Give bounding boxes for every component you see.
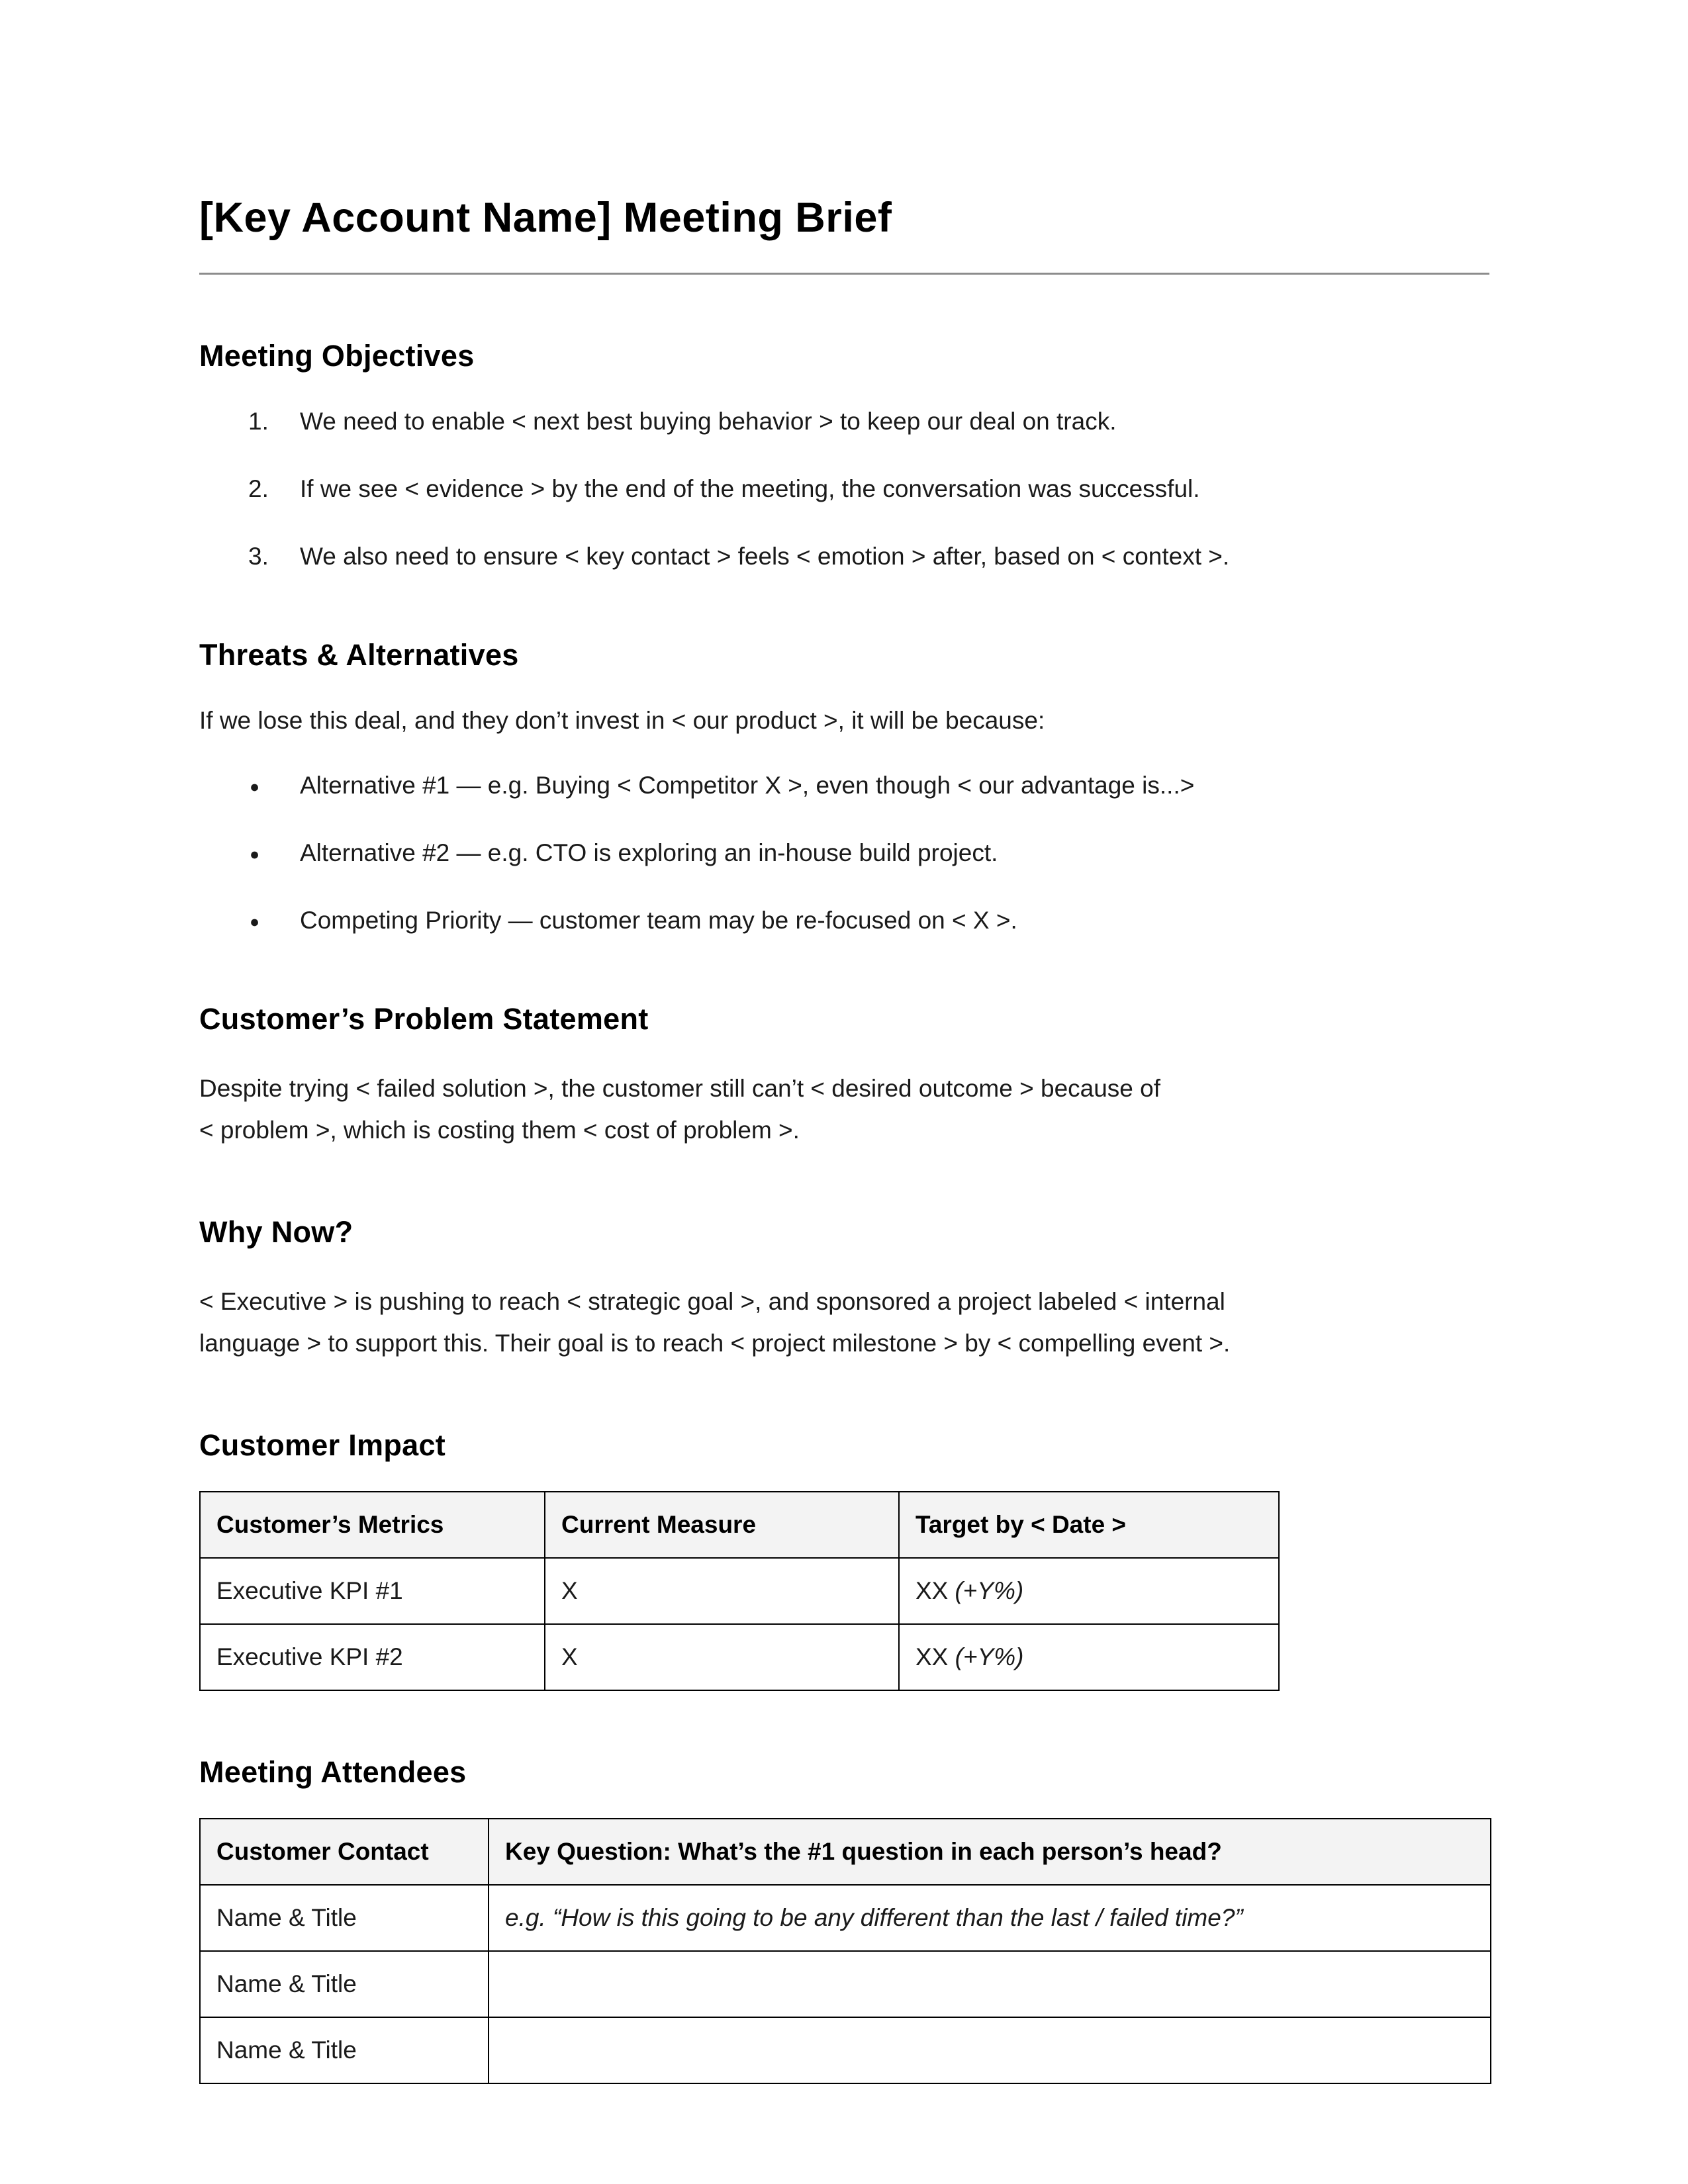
target-cell [899,1558,1279,1624]
column-header-customer-contact: Customer Contact [200,1819,489,1885]
column-header-key-question: Key Question: What’s the #1 question in each person’s head? [489,1819,1491,1885]
contact-cell: Name & Title [200,1885,489,1951]
why-now-text-line: language > to support this. Their goal is to reach < project milestone > by < compelling event >. [199,1329,1231,1357]
objectives-list [199,404,1489,574]
target-cell [899,1624,1279,1690]
objective-item: If we see < evidence > by the end of the meeting, the conversation was successful. [300,475,1200,502]
objective-item: We also need to ensure < key contact > feels < emotion > after, based on < context >. [300,542,1230,570]
current-measure-cell: X [545,1558,899,1624]
threats-intro: If we lose this deal, and they don’t invest in < our product >, it will be because: [199,706,1045,734]
target-value: XX [915,1576,949,1604]
section-meeting-objectives [199,338,1489,574]
table-row [200,1624,1279,1690]
metric-cell: Executive KPI #2 [200,1624,545,1690]
column-header-target-by-date: Target by < Date > [899,1492,1279,1558]
customer-impact-table [199,1491,1280,1691]
section-why-now [199,1214,1489,1364]
target-value: XX [915,1643,949,1670]
customer-impact-heading: Customer Impact [199,1428,446,1462]
question-cell: e.g. “How is this going to be any different than the last / failed time?” [489,1885,1491,1951]
meeting-objectives-heading: Meeting Objectives [199,338,475,373]
contact-cell: Name & Title [200,1951,489,2017]
question-cell [489,1951,1491,2017]
threat-item: ● Alternative #1 — e.g. Buying < Competitor X >, even though < our advantage is...> [199,768,1489,803]
column-header-current-measure: Current Measure [545,1492,899,1558]
table-row [200,1885,1491,1951]
problem-heading: Customer’s Problem Statement [199,1001,649,1036]
contact-cell: Name & Title [200,2017,489,2083]
section-problem-statement [199,1001,1489,1151]
target-note: (+Y%) [955,1643,1024,1670]
threats-heading: Threats & Alternatives [199,637,519,672]
why-now-heading: Why Now? [199,1214,353,1249]
target-note: (+Y%) [955,1576,1024,1604]
section-threats-alternatives [199,637,1489,938]
table-header-row [200,1819,1491,1885]
threat-item: ● Competing Priority — customer team may be re-focused on < X >. [199,903,1489,938]
table-row [200,1951,1491,2017]
title-divider [199,273,1489,275]
why-now-text-line: < Executive > is pushing to reach < strategic goal >, and sponsored a project labeled < internal [199,1287,1225,1315]
section-meeting-attendees [199,1754,1489,2084]
threat-item: ● Alternative #2 — e.g. CTO is exploring an in-house build project. [199,836,1489,870]
problem-text-line: < problem >, which is costing them < cost of problem >. [199,1116,800,1144]
table-row [200,2017,1491,2083]
current-measure-cell: X [545,1624,899,1690]
threats-list [199,768,1489,938]
meeting-attendees-heading: Meeting Attendees [199,1754,467,1789]
question-cell [489,2017,1491,2083]
section-customer-impact [199,1428,1489,1691]
objective-item: We need to enable < next best buying behavior > to keep our deal on track. [300,407,1117,435]
column-header-customers-metrics: Customer’s Metrics [200,1492,545,1558]
problem-text-line: Despite trying < failed solution >, the customer still can’t < desired outcome > because of [199,1074,1161,1102]
metric-cell: Executive KPI #1 [200,1558,545,1624]
table-row [200,1558,1279,1624]
table-header-row [200,1492,1279,1558]
meeting-attendees-table [199,1818,1491,2084]
document-title: [Key Account Name] Meeting Brief [199,195,892,241]
